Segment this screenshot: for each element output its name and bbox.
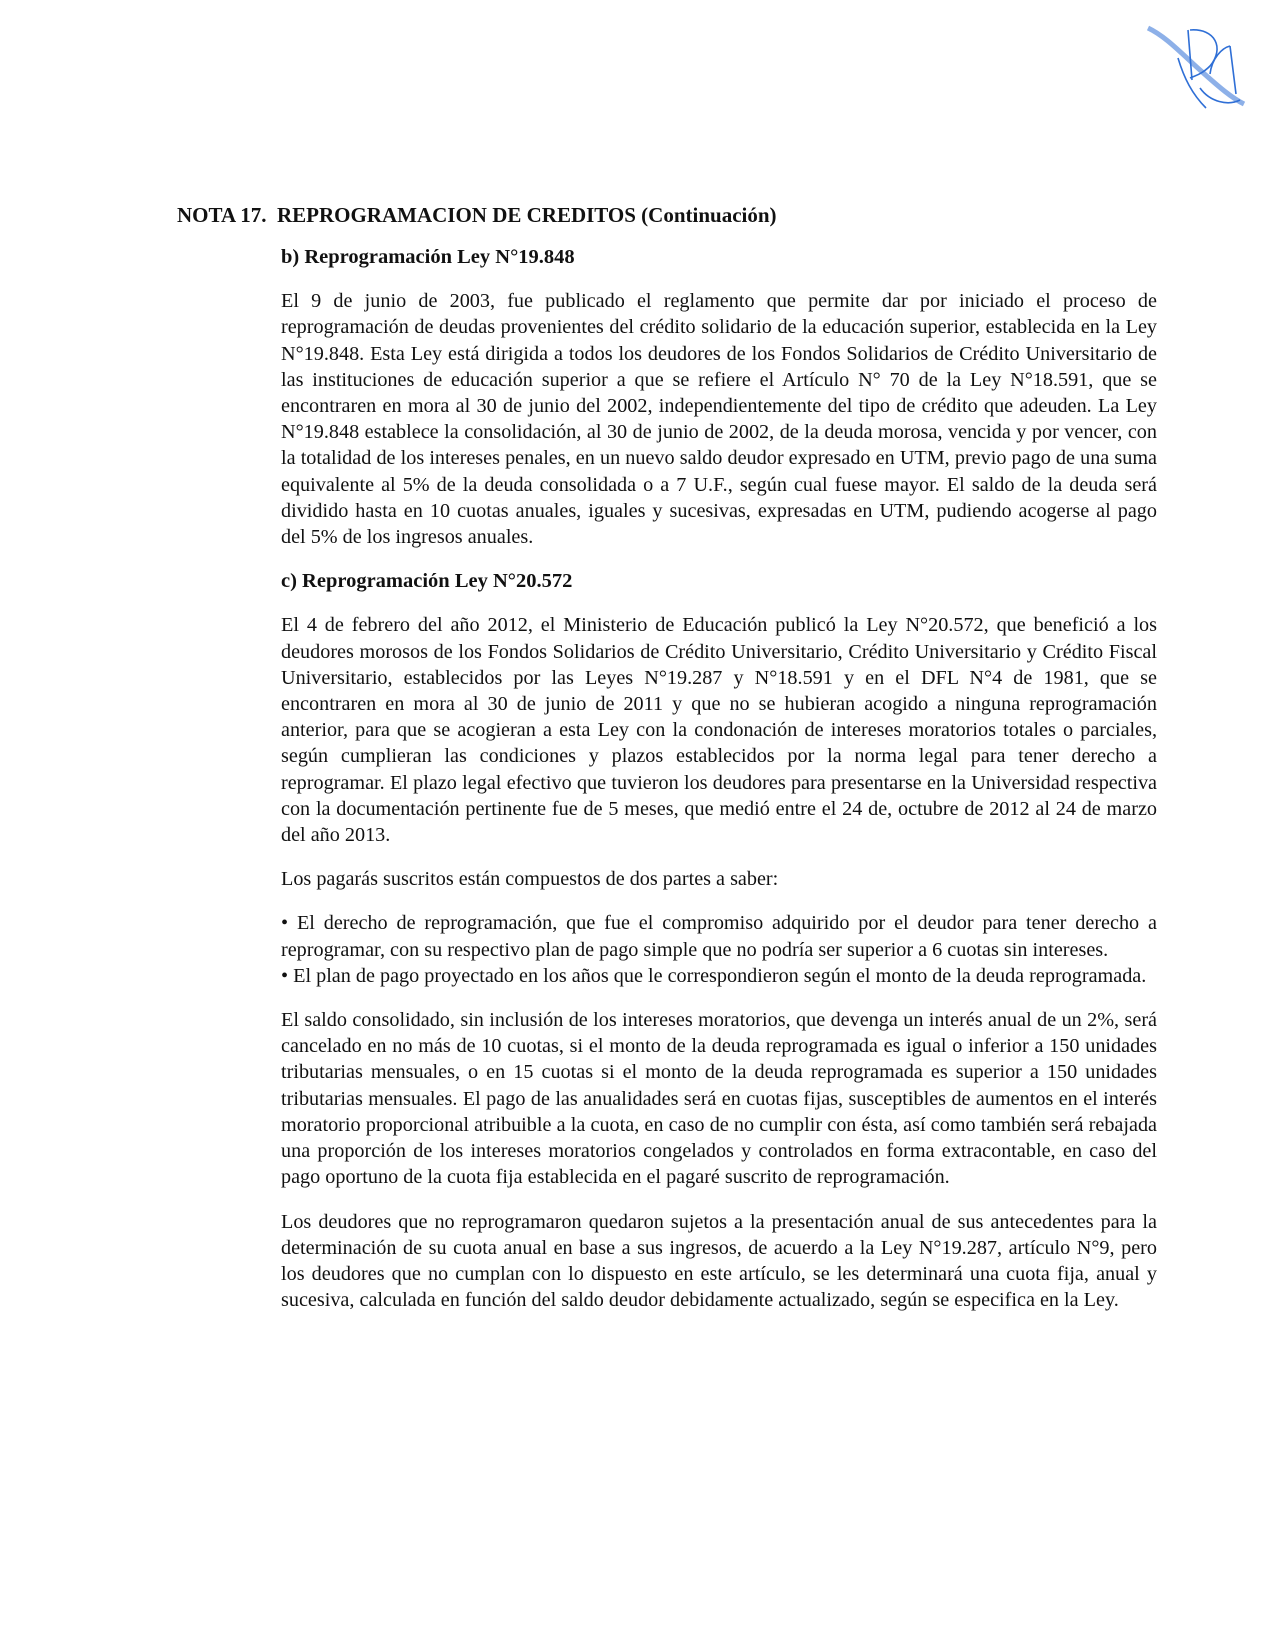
section-c-bullet-list: [281, 910, 1157, 989]
note-heading: NOTA 17. REPROGRAMACION DE CREDITOS (Continuación): [177, 203, 777, 227]
section-c-paragraph-2: Los pagarás suscritos están compuestos de dos partes a saber:: [281, 868, 779, 891]
section-b-paragraph: El 9 de junio de 2003, fue publicado el reglamento que permite dar por iniciado el proceso de reprogramación de deudas provenientes del crédito solidario de la educación superior, establecida en la Ley N°19.848. Esta Ley está dirigida a todos los deudores de los Fondos Solidarios de Crédito Universitario de las instituciones de educación superior a que se refiere el Artículo N° 70 de la Ley N°18.591, que se encontraren en mora al 30 de junio del 2002, independientemente del tipo de crédito que adeuden. La Ley N°19.848 establece la consolidación, al 30 de junio de 2002, de la deuda morosa, vencida y por vencer, con la totalidad de los intereses penales, en un nuevo saldo deudor expresado en UTM, previo pago de una suma equivalente al 5% de la deuda consolidada o a 7 U.F., según cual fuese mayor. El saldo de la deuda será dividido hasta en 10 cuotas anuales, iguales y sucesivas, expresadas en UTM, pudiendo acogerse al pago del 5% de los ingresos anuales.: [281, 290, 1157, 549]
section-c-paragraph-3: El saldo consolidado, sin inclusión de los intereses moratorios, que devenga un interés anual de un 2%, será cancelado en no más de 10 cuotas, si el monto de la deuda reprogramada es igual o inferior a 150 unidades tributarias mensuales, o en 15 cuotas si el monto de la deuda reprogramada es superior a 150 unidades tributarias mensuales. El pago de las anualidades será en cuotas fijas, susceptibles de aumentos en el interés moratorio proporcional atribuible a la cuota, en caso de no cumplir con ésta, así como también será rebajada una proporción de los intereses moratorios congelados y controlados en forma extracontable, en caso del pago oportuno de la cuota fija establecida en el pagaré suscrito de reprogramación.: [281, 1009, 1157, 1189]
section-b-title: b) Reprogramación Ley N°19.848: [281, 246, 575, 268]
section-c-paragraph-4: Los deudores que no reprogramaron quedaron sujetos a la presentación anual de sus antecedentes para la determinación de su cuota anual en base a sus ingresos, de acuerdo a la Ley N°19.287, artículo N°9, pero los deudores que no cumplan con lo dispuesto en este artículo, se les determinará una cuota fija, anual y sucesiva, calculada en función del saldo deudor debidamente actualizado, según se especifica en la Ley.: [281, 1210, 1157, 1312]
list-item: • El plan de pago proyectado en los años que le correspondieron según el monto de la deuda reprogramada.: [281, 964, 1147, 987]
signature-stamp-icon: [1140, 18, 1252, 114]
list-item: • El derecho de reprogramación, que fue el compromiso adquirido por el deudor para tener derecho a reprogramar, con su respectivo plan de pago simple que no podría ser superior a 6 cuotas sin intereses.: [281, 912, 1157, 961]
note-body: [281, 244, 1157, 1331]
section-c-paragraph-1: El 4 de febrero del año 2012, el Ministerio de Educación publicó la Ley N°20.572, que benefició a los deudores morosos de los Fondos Solidarios de Crédito Universitario, Crédito Universitario y Crédito Fiscal Universitario, establecidos por las Leyes N°19.287 y N°18.591 y en el DFL N°4 de 1981, que se encontraren en mora al 30 de junio de 2011 y que no se hubieran acogido a ninguna reprogramación anterior, para que se acogieran a esta Ley con la condonación de intereses moratorios totales o parciales, según cumplieran las condiciones y plazos establecidos por la norma legal para tener derecho a reprogramar. El plazo legal efectivo que tuvieron los deudores para presentarse en la Universidad respectiva con la documentación pertinente fue de 5 meses, que medió entre el 24 de, octubre de 2012 al 24 de marzo del año 2013.: [281, 614, 1157, 847]
section-c-title: c) Reprogramación Ley N°20.572: [281, 570, 573, 593]
